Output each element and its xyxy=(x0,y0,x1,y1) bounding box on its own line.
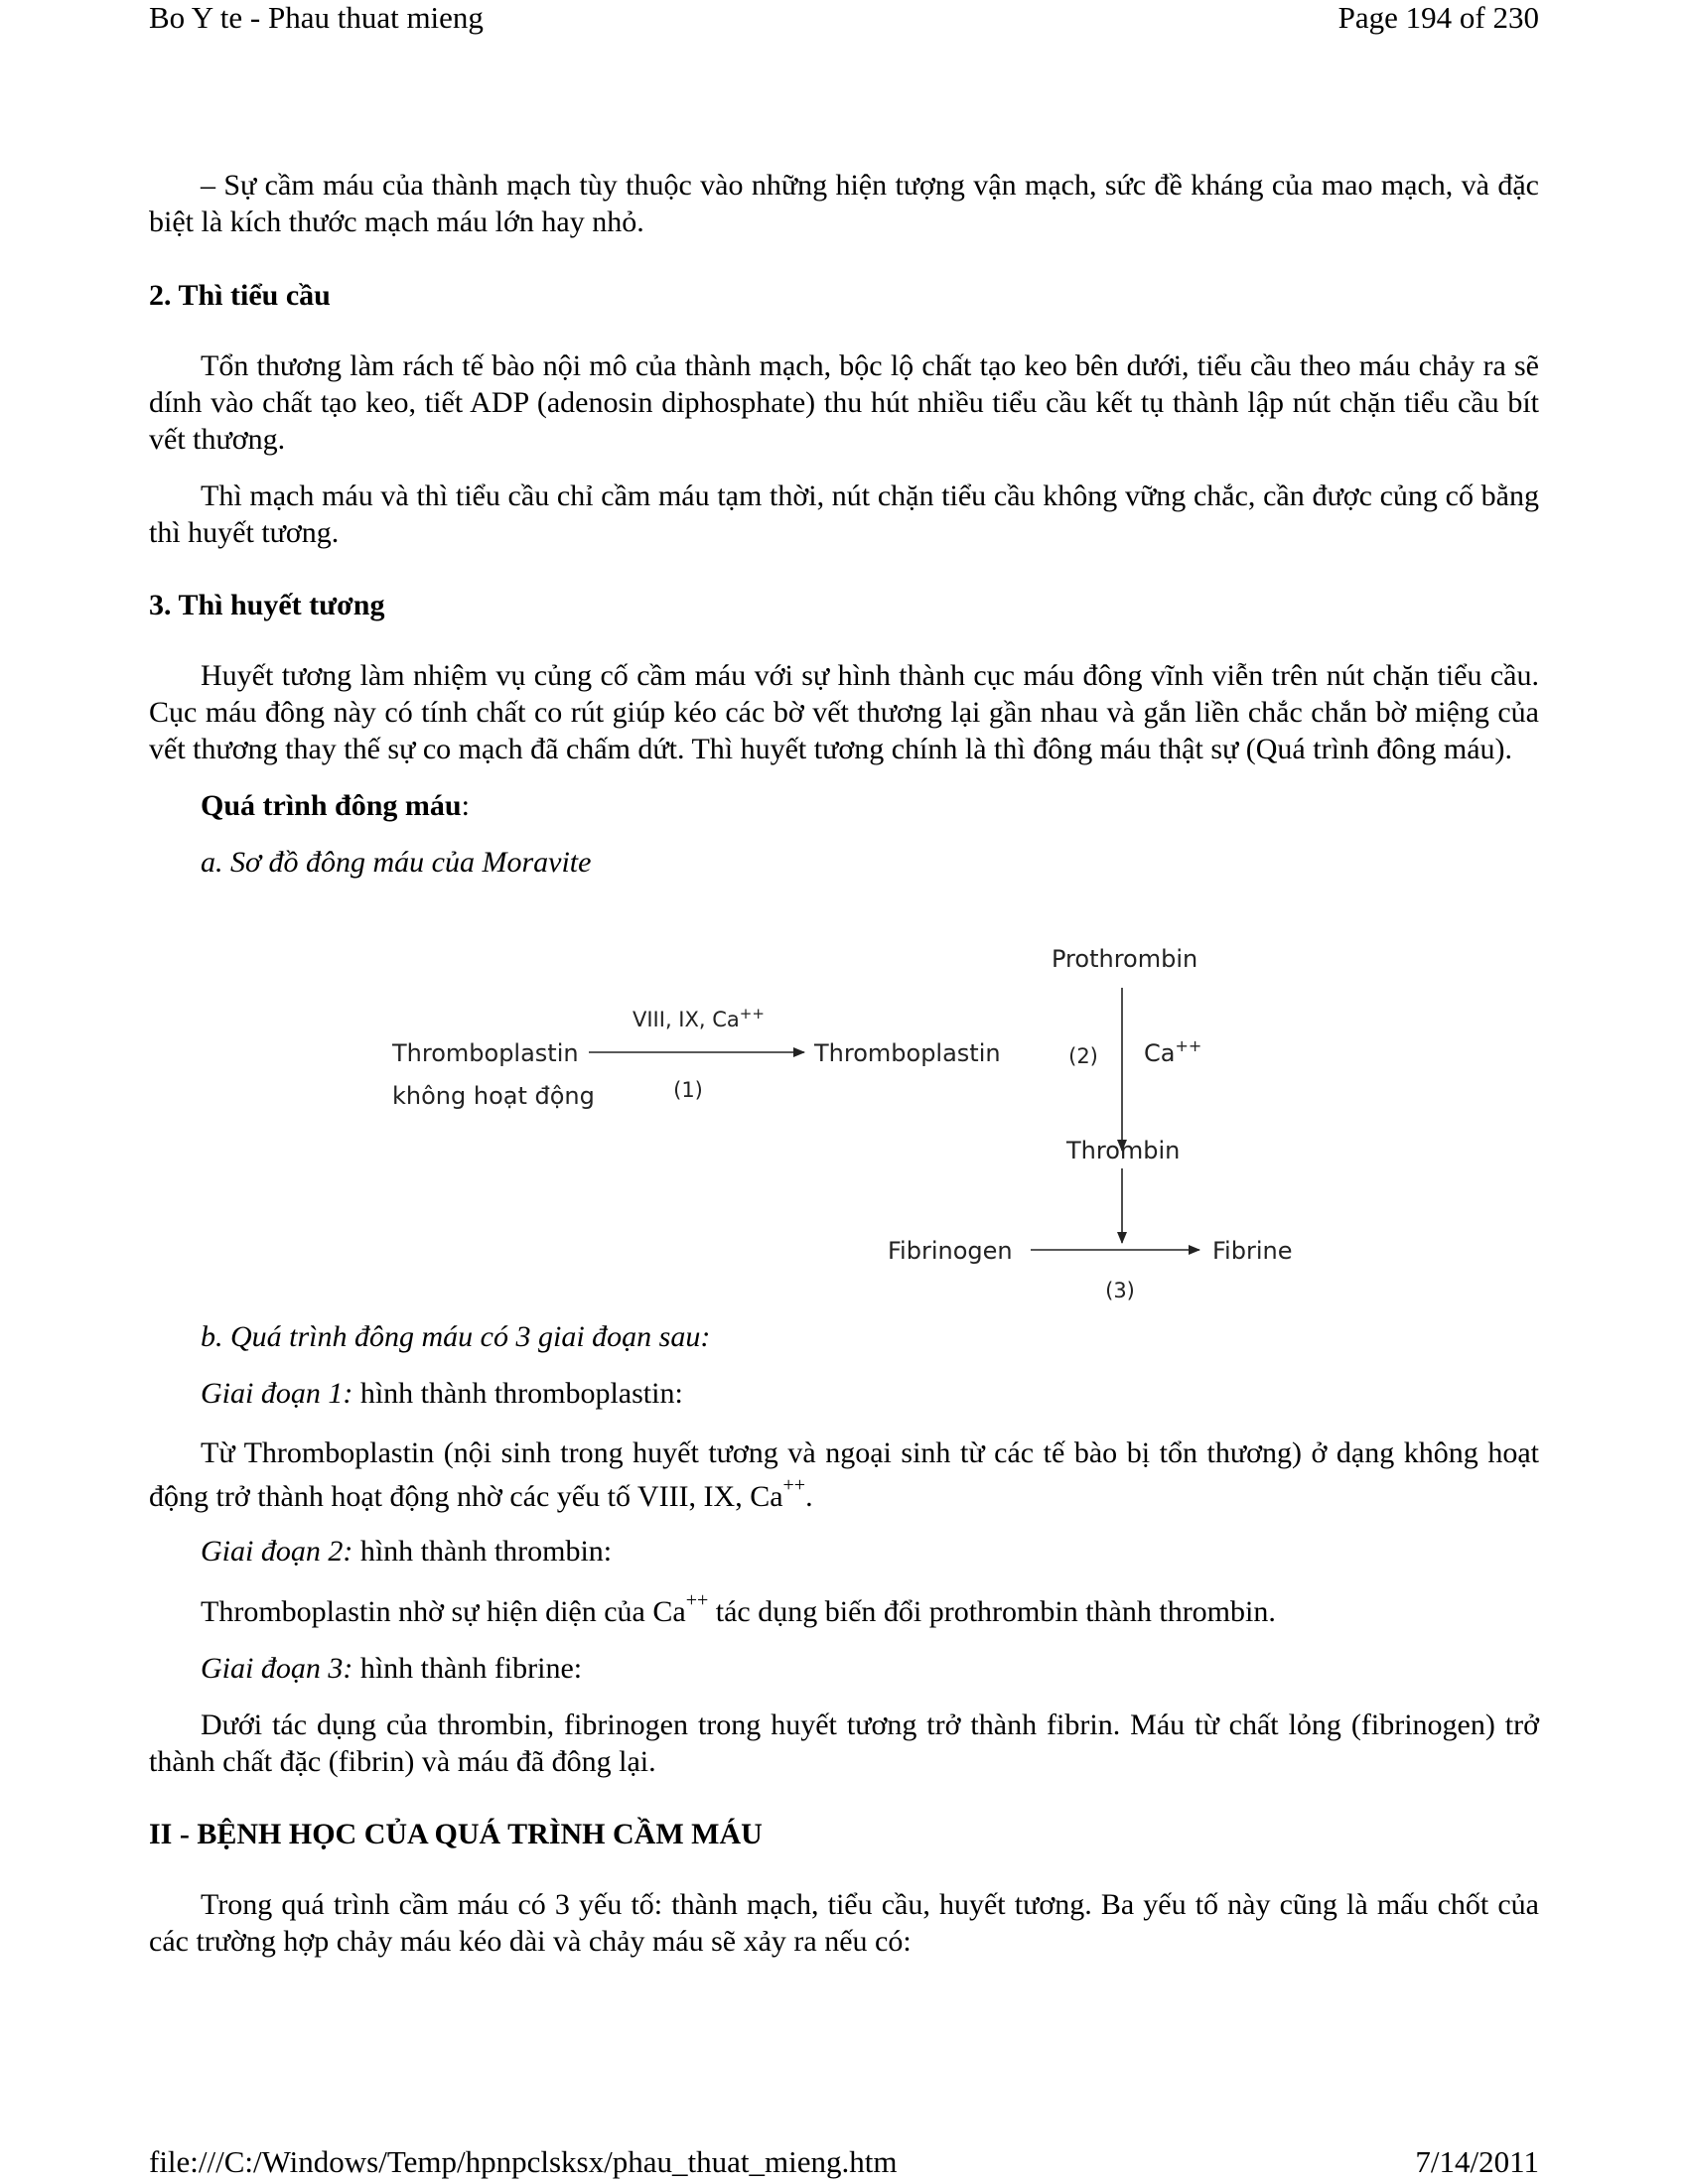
paragraph-temporary: Thì mạch máu và thì tiểu cầu chỉ cầm máu tạm thời, nút chặn tiểu cầu không vững chắc, cần được củng cố bằng thì huyết tương. xyxy=(149,479,1539,549)
stage-2-text-a: Thromboplastin nhờ sự hiện diện của Ca xyxy=(201,1595,686,1628)
heading-plasma-phase: 3. Thì huyết tương xyxy=(149,589,385,621)
stage-3-label: Giai đoạn 3: xyxy=(201,1652,353,1685)
coagulation-title-text: Quá trình đông máu xyxy=(201,789,462,822)
paragraph-vascular: – Sự cầm máu của thành mạch tùy thuộc vào những hiện tượng vận mạch, sức đề kháng của mao mạch, và đặc biệt là kích thước mạch máu lớn hay nhỏ. xyxy=(149,169,1539,238)
paragraph-plasma: Huyết tương làm nhiệm vụ củng cố cầm máu với sự hình thành cục máu đông vĩnh viễn trên nút chặn tiểu cầu. Cục máu đông này có tính chất co rút giúp kéo các bờ vết thương lại gần nhau và gắn liền chắc chắn bờ miệng của vết thương thay thế sự co mạch đã chấm dứt. Thì huyết tương chính là thì đông máu thật sự (Quá trình đông máu). xyxy=(149,659,1539,765)
stage-1-text: Từ Thromboplastin (nội sinh trong huyết tương và ngoại sinh từ các tế bào bị tổn thương) ở dạng không hoạt động trở thành hoạt động nhờ các yếu tố VIII, IX, Ca xyxy=(149,1436,1539,1513)
label-fibrine: Fibrine xyxy=(1212,1237,1293,1265)
footer-date: 7/14/2011 xyxy=(1415,2144,1539,2179)
label-step-1: (1) xyxy=(673,1078,703,1102)
heading-pathology: II - BỆNH HỌC CỦA QUÁ TRÌNH CẦM MÁU xyxy=(149,1818,763,1850)
label-fibrinogen: Fibrinogen xyxy=(888,1237,1013,1265)
moravite-diagram xyxy=(149,881,1539,1305)
label-thrombin: Thrombin xyxy=(1066,1137,1181,1164)
stage-1-body xyxy=(149,1432,1539,1519)
subheading-three-stages: b. Quá trình đông máu có 3 giai đoạn sau: xyxy=(201,1320,711,1353)
stage-2-title: hình thành thrombin: xyxy=(352,1535,613,1568)
document-body xyxy=(149,167,1539,1960)
stage-1-label: Giai đoạn 1: xyxy=(201,1377,353,1410)
stage-2-heading xyxy=(149,1533,1539,1570)
stage-2-body xyxy=(149,1589,1539,1630)
label-step-2: (2) xyxy=(1068,1044,1098,1068)
paragraph-platelet: Tổn thương làm rách tế bào nội mô của thành mạch, bộc lộ chất tạo keo bên dưới, tiểu cầu theo máu chảy ra sẽ dính vào chất tạo keo, tiết ADP (adenosin diphosphate) thu hút nhiều tiểu cầu kết tụ thành lập nút chặn tiểu cầu bít vết thương. xyxy=(149,349,1539,456)
stage-1-title: hình thành thromboplastin: xyxy=(352,1377,683,1410)
label-thromboplastin-inactive: Thromboplastin xyxy=(392,1039,579,1067)
moravite-diagram-area xyxy=(149,881,1539,1305)
label-step-3: (3) xyxy=(1105,1279,1135,1302)
stage-2-sup: ++ xyxy=(685,1589,709,1611)
paragraph-three-factors: Trong quá trình cầm máu có 3 yếu tố: thành mạch, tiểu cầu, huyết tương. Ba yếu tố này cũng là mấu chốt của các trường hợp chảy máu kéo dài và chảy máu sẽ xảy ra nếu có: xyxy=(149,1888,1539,1958)
stage-1-sup: ++ xyxy=(782,1474,806,1496)
label-inactive: không hoạt động xyxy=(392,1082,595,1110)
stage-2-label: Giai đoạn 2: xyxy=(201,1535,353,1568)
stage-1-heading xyxy=(149,1375,1539,1412)
coagulation-title-colon: : xyxy=(461,789,470,822)
stage-2-text-b: tác dụng biến đổi prothrombin thành thrombin. xyxy=(708,1595,1276,1628)
stage-3-title: hình thành fibrine: xyxy=(352,1652,583,1685)
label-calcium xyxy=(1144,1036,1201,1067)
header-title: Bo Y te - Phau thuat mieng xyxy=(149,0,484,35)
label-prothrombin: Prothrombin xyxy=(1052,945,1198,973)
label-factors-text: VIII, IX, Ca xyxy=(633,1008,740,1031)
stage-3-heading xyxy=(149,1650,1539,1687)
subheading-moravite: a. Sơ đồ đông máu của Moravite xyxy=(201,846,592,879)
stage-3-body: Dưới tác dụng của thrombin, fibrinogen trong huyết tương trở thành fibrin. Máu từ chất lỏng (fibrinogen) trở thành chất đặc (fibrin) và máu đã đông lại. xyxy=(149,1708,1539,1778)
coagulation-title xyxy=(149,787,1539,824)
stage-1-end: . xyxy=(805,1480,813,1513)
label-factors-sup: ++ xyxy=(739,1005,765,1023)
label-calcium-sup: ++ xyxy=(1175,1036,1202,1055)
label-thromboplastin-active: Thromboplastin xyxy=(814,1039,1001,1067)
footer-file-path: file:///C:/Windows/Temp/hpnpclsksx/phau_thuat_mieng.htm xyxy=(149,2144,898,2179)
header-page-number: Page 194 of 230 xyxy=(1337,0,1539,35)
label-factors xyxy=(633,1005,765,1031)
label-calcium-text: Ca xyxy=(1144,1039,1176,1067)
heading-platelet-phase: 2. Thì tiểu cầu xyxy=(149,279,331,312)
